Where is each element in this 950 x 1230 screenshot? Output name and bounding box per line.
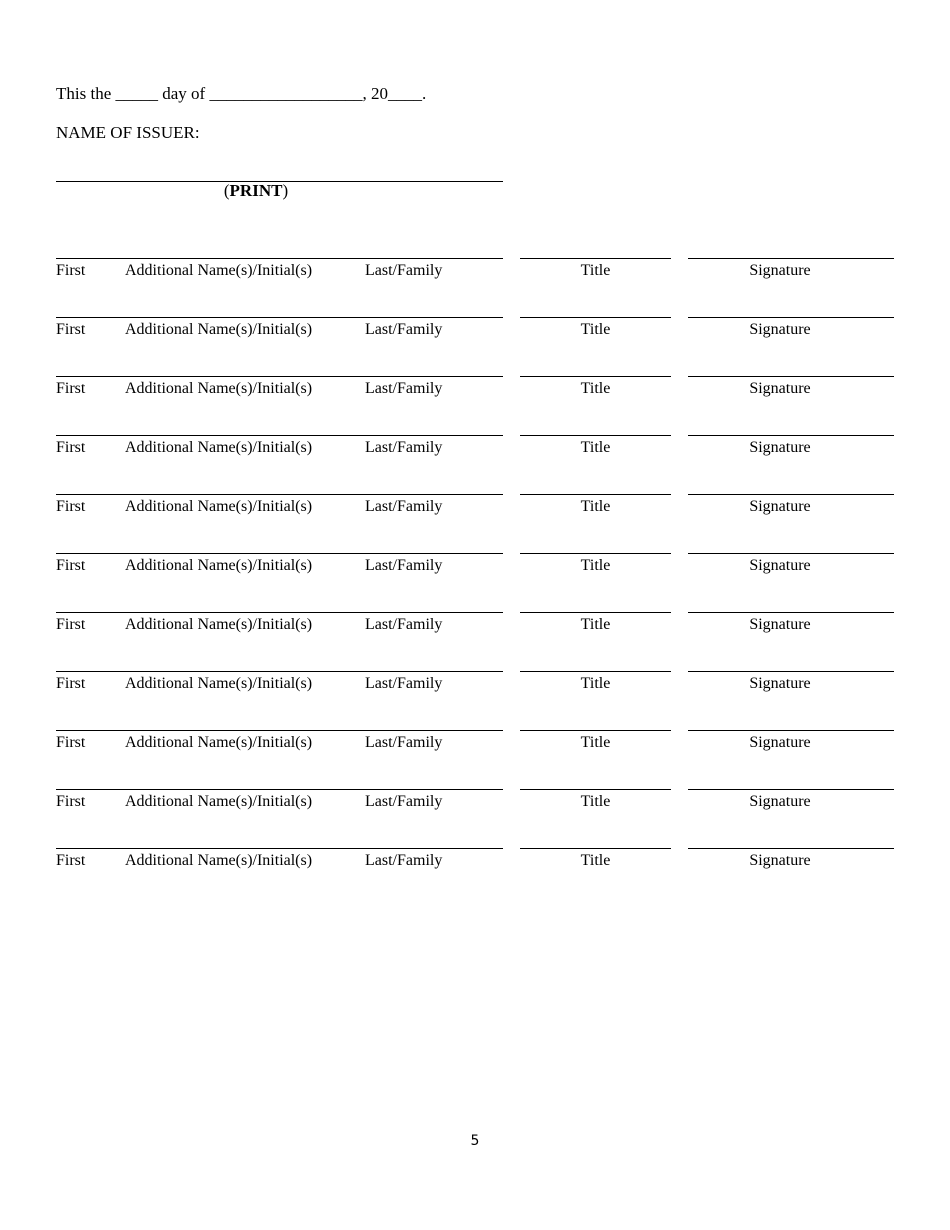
name-line xyxy=(56,848,503,849)
additional-names-label: Additional Name(s)/Initial(s) xyxy=(125,439,313,456)
title-line xyxy=(520,671,671,672)
signatory-row xyxy=(0,553,950,612)
print-label xyxy=(56,181,456,201)
last-name-label: Last/Family xyxy=(365,380,443,397)
issuer-label: NAME OF ISSUER: xyxy=(56,123,200,142)
signature-line xyxy=(688,435,894,436)
name-line xyxy=(56,258,503,259)
print-close-paren: ) xyxy=(282,181,289,200)
name-line xyxy=(56,435,503,436)
title-label: Title xyxy=(580,557,611,574)
signature-line xyxy=(688,848,894,849)
signature-line xyxy=(688,553,894,554)
signatory-row xyxy=(0,376,950,435)
title-label: Title xyxy=(580,498,611,515)
signatory-row xyxy=(0,612,950,671)
signatory-row xyxy=(0,258,950,317)
signature-label: Signature xyxy=(749,321,811,338)
title-label: Title xyxy=(580,793,611,810)
title-line xyxy=(520,848,671,849)
first-name-label: First xyxy=(56,616,86,633)
signatory-row xyxy=(0,848,950,907)
name-line xyxy=(56,494,503,495)
first-name-label: First xyxy=(56,734,86,751)
additional-names-label: Additional Name(s)/Initial(s) xyxy=(125,793,313,810)
signature-line xyxy=(688,317,894,318)
first-name-label: First xyxy=(56,793,86,810)
signatory-row xyxy=(0,730,950,789)
title-line xyxy=(520,494,671,495)
signatory-row xyxy=(0,494,950,553)
signature-label: Signature xyxy=(749,557,811,574)
last-name-label: Last/Family xyxy=(365,852,443,869)
signature-label: Signature xyxy=(749,380,811,397)
first-name-label: First xyxy=(56,675,86,692)
title-label: Title xyxy=(580,262,611,279)
last-name-label: Last/Family xyxy=(365,675,443,692)
title-line xyxy=(520,317,671,318)
last-name-label: Last/Family xyxy=(365,498,443,515)
additional-names-label: Additional Name(s)/Initial(s) xyxy=(125,262,313,279)
signature-line xyxy=(688,258,894,259)
signature-label: Signature xyxy=(749,439,811,456)
last-name-label: Last/Family xyxy=(365,793,443,810)
page-number: 5 xyxy=(470,1133,480,1149)
signatory-row xyxy=(0,671,950,730)
signature-label: Signature xyxy=(749,793,811,810)
title-label: Title xyxy=(580,439,611,456)
signatory-row xyxy=(0,789,950,848)
signature-label: Signature xyxy=(749,498,811,515)
signature-line xyxy=(688,612,894,613)
additional-names-label: Additional Name(s)/Initial(s) xyxy=(125,321,313,338)
additional-names-label: Additional Name(s)/Initial(s) xyxy=(125,557,313,574)
additional-names-label: Additional Name(s)/Initial(s) xyxy=(125,616,313,633)
first-name-label: First xyxy=(56,321,86,338)
signature-line xyxy=(688,376,894,377)
signatory-row xyxy=(0,317,950,376)
print-text: PRINT xyxy=(229,181,283,200)
first-name-label: First xyxy=(56,262,86,279)
title-line xyxy=(520,612,671,613)
last-name-label: Last/Family xyxy=(365,262,443,279)
first-name-label: First xyxy=(56,557,86,574)
name-line xyxy=(56,730,503,731)
title-line xyxy=(520,435,671,436)
title-label: Title xyxy=(580,734,611,751)
name-line xyxy=(56,671,503,672)
signature-label: Signature xyxy=(749,616,811,633)
title-label: Title xyxy=(580,852,611,869)
last-name-label: Last/Family xyxy=(365,616,443,633)
title-line xyxy=(520,376,671,377)
signature-label: Signature xyxy=(749,675,811,692)
last-name-label: Last/Family xyxy=(365,439,443,456)
last-name-label: Last/Family xyxy=(365,321,443,338)
signature-line xyxy=(688,730,894,731)
title-line xyxy=(520,789,671,790)
signature-line xyxy=(688,789,894,790)
additional-names-label: Additional Name(s)/Initial(s) xyxy=(125,675,313,692)
name-line xyxy=(56,553,503,554)
title-label: Title xyxy=(580,616,611,633)
title-label: Title xyxy=(580,380,611,397)
signature-label: Signature xyxy=(749,262,811,279)
signatory-rows xyxy=(0,258,950,907)
title-line xyxy=(520,553,671,554)
signature-line xyxy=(688,671,894,672)
date-line: This the _____ day of __________________, 20____. xyxy=(56,84,427,103)
first-name-label: First xyxy=(56,852,86,869)
name-line xyxy=(56,376,503,377)
last-name-label: Last/Family xyxy=(365,557,443,574)
first-name-label: First xyxy=(56,498,86,515)
title-line xyxy=(520,258,671,259)
additional-names-label: Additional Name(s)/Initial(s) xyxy=(125,734,313,751)
additional-names-label: Additional Name(s)/Initial(s) xyxy=(125,498,313,515)
additional-names-label: Additional Name(s)/Initial(s) xyxy=(125,380,313,397)
additional-names-label: Additional Name(s)/Initial(s) xyxy=(125,852,313,869)
last-name-label: Last/Family xyxy=(365,734,443,751)
signature-line xyxy=(688,494,894,495)
title-line xyxy=(520,730,671,731)
signature-label: Signature xyxy=(749,852,811,869)
name-line xyxy=(56,789,503,790)
first-name-label: First xyxy=(56,380,86,397)
name-line xyxy=(56,317,503,318)
print-open-paren: ( xyxy=(223,181,230,200)
signatory-row xyxy=(0,435,950,494)
name-line xyxy=(56,612,503,613)
signature-label: Signature xyxy=(749,734,811,751)
first-name-label: First xyxy=(56,439,86,456)
title-label: Title xyxy=(580,675,611,692)
title-label: Title xyxy=(580,321,611,338)
